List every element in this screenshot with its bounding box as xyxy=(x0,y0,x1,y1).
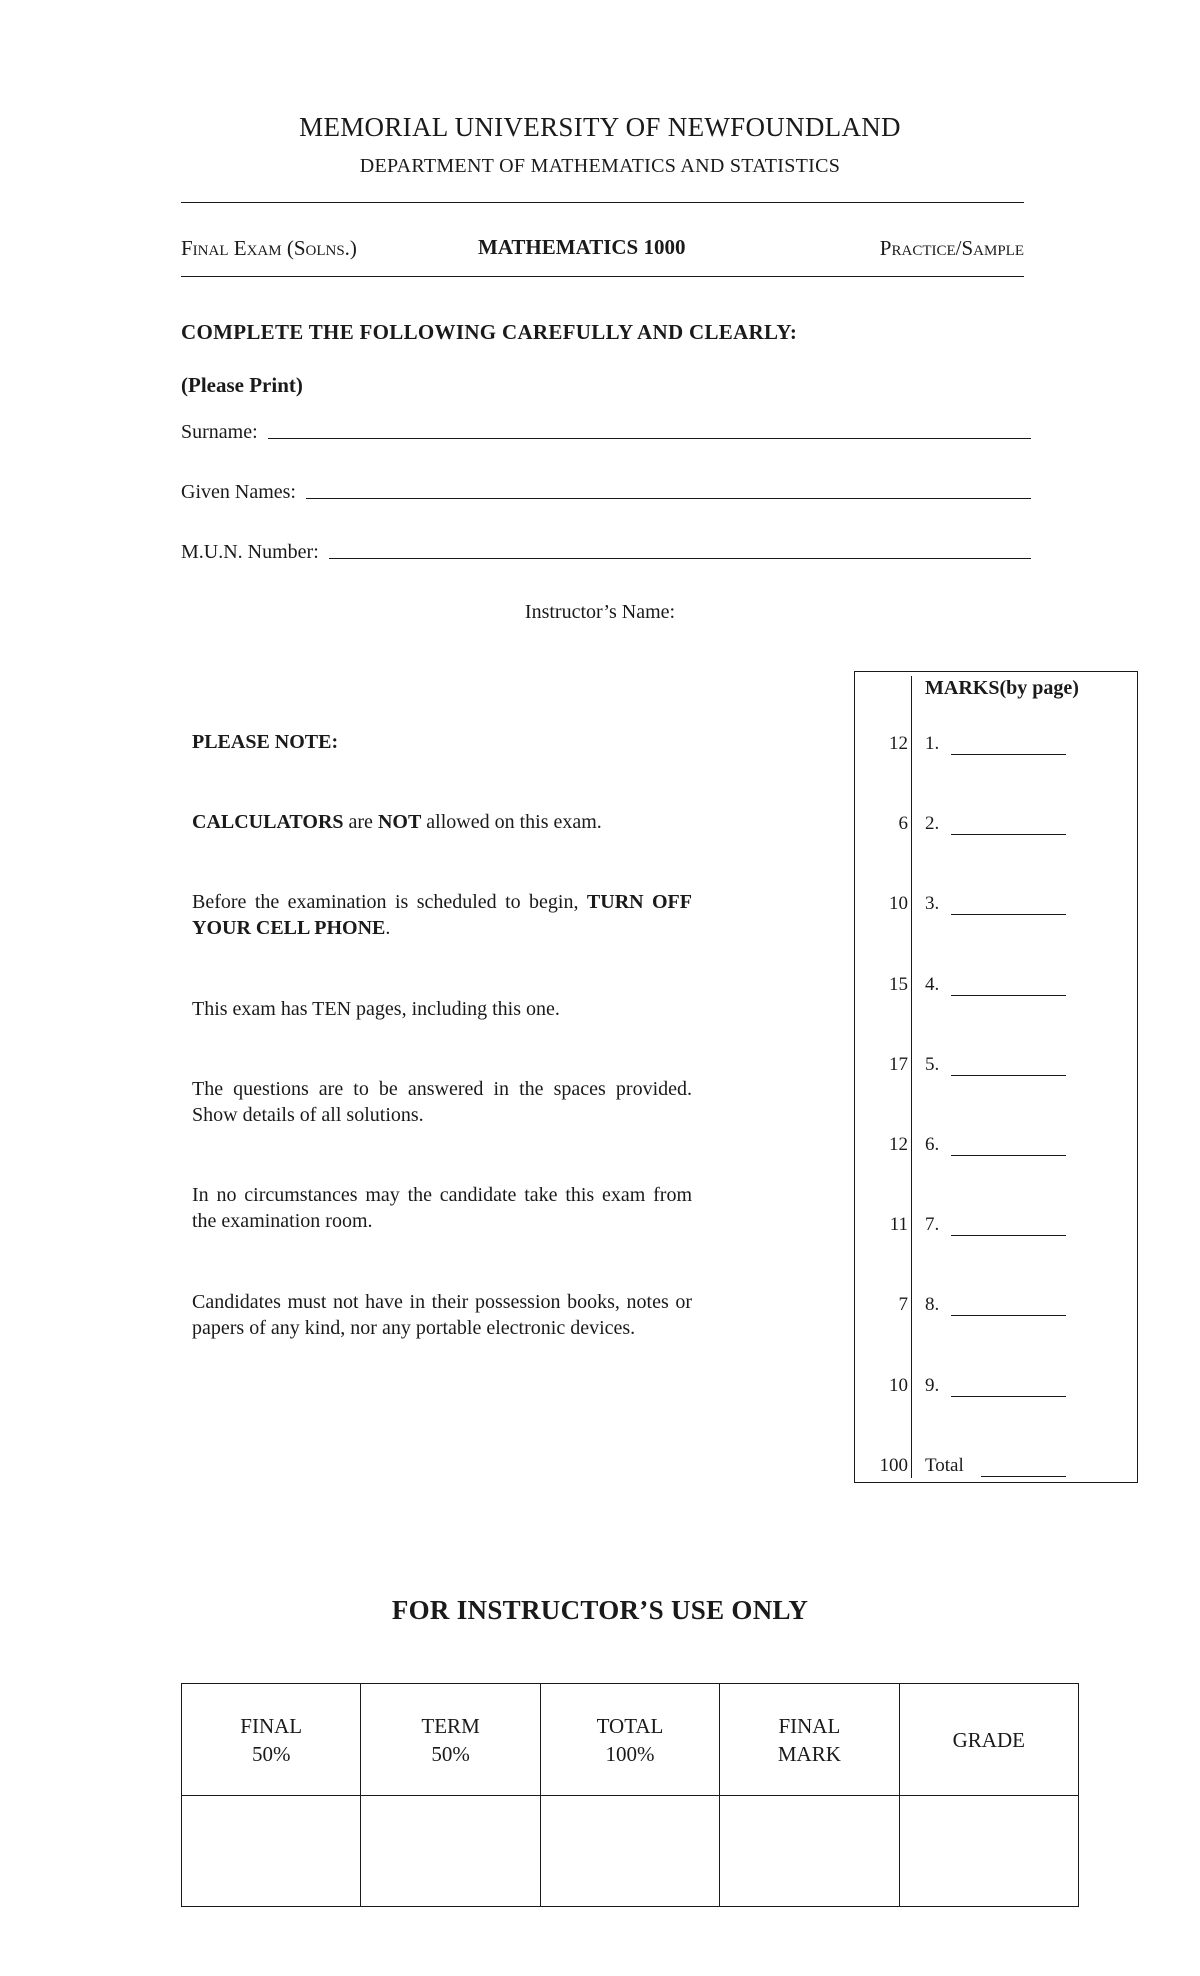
marks-total-blank[interactable] xyxy=(981,1476,1066,1477)
total-100-cell[interactable] xyxy=(540,1796,719,1907)
term-50-header: TERM 50% xyxy=(361,1684,540,1796)
marks-total-label: Total xyxy=(925,1454,964,1476)
marks-header: MARKS(by page) xyxy=(925,677,1079,699)
marks-score-blank[interactable] xyxy=(951,1075,1066,1076)
note-possessions: Candidates must not have in their possession books, notes or papers of any kind, nor any portable electronic devices. xyxy=(192,1291,692,1339)
marks-page-label: 4. xyxy=(925,973,940,995)
marks-page-label: 9. xyxy=(925,1374,940,1396)
grade-header: GRADE xyxy=(899,1684,1078,1796)
phone-text: Before the examination is scheduled to begin, xyxy=(192,891,587,913)
please-note-title: PLEASE NOTE: xyxy=(192,731,339,753)
mun-number-field[interactable] xyxy=(181,541,1031,564)
total-100-header: TOTAL 100% xyxy=(540,1684,719,1796)
given-names-input-line[interactable] xyxy=(306,498,1031,499)
marks-page-label: 8. xyxy=(925,1294,940,1316)
marks-row xyxy=(855,1214,1138,1244)
course-title: MATHEMATICS 1000 xyxy=(478,235,686,259)
marks-row xyxy=(855,974,1138,1004)
note-page-count: This exam has TEN pages, including this one. xyxy=(192,998,560,1020)
marks-page-label: 7. xyxy=(925,1214,940,1236)
marks-points: 10 xyxy=(889,1374,908,1396)
marks-points: 12 xyxy=(889,1134,908,1155)
marks-score-blank[interactable] xyxy=(951,834,1066,835)
marks-score-blank[interactable] xyxy=(951,754,1066,755)
marks-score-blank[interactable] xyxy=(951,914,1066,915)
marks-page-label: 5. xyxy=(925,1053,940,1075)
exam-type: Final Exam (Solns.) xyxy=(181,236,357,260)
marks-points: 7 xyxy=(898,1294,908,1316)
marks-page-label: 1. xyxy=(925,733,940,754)
exam-session: Practice/Sample xyxy=(879,236,1024,260)
note-answer-spaces: The questions are to be answered in the spaces provided. Show details of all solutions. xyxy=(192,1078,692,1126)
marks-total-points: 100 xyxy=(879,1454,908,1476)
marks-row xyxy=(855,1134,1138,1164)
marks-row xyxy=(855,1294,1138,1324)
marks-points: 15 xyxy=(889,973,908,995)
grade-cell[interactable] xyxy=(899,1796,1078,1907)
grade-table xyxy=(181,1683,1079,1907)
final-50-cell[interactable] xyxy=(182,1796,361,1907)
final-50-header: FINAL 50% xyxy=(182,1684,361,1796)
header-bottom-rule xyxy=(181,276,1024,277)
note-exam-room: In no circumstances may the candidate take this exam from the examination room. xyxy=(192,1184,692,1232)
mun-number-label: M.U.N. Number: xyxy=(181,541,319,563)
given-names-label: Given Names: xyxy=(181,481,296,503)
marks-row xyxy=(855,893,1138,923)
calculators-are: are xyxy=(343,811,378,833)
calculators-rest: allowed on this exam. xyxy=(421,811,602,833)
marks-row xyxy=(855,813,1138,843)
form-heading: COMPLETE THE FOLLOWING CAREFULLY AND CLEARLY: xyxy=(181,320,798,344)
marks-row xyxy=(855,1375,1138,1405)
marks-score-blank[interactable] xyxy=(951,1155,1066,1156)
marks-score-blank[interactable] xyxy=(951,1396,1066,1397)
marks-score-blank[interactable] xyxy=(951,1315,1066,1316)
marks-points: 17 xyxy=(889,1053,908,1075)
calculators-bold: CALCULATORS xyxy=(192,811,344,833)
final-mark-header: FINAL MARK xyxy=(720,1684,899,1796)
mun-number-input-line[interactable] xyxy=(329,558,1031,559)
marks-row xyxy=(855,1054,1138,1084)
marks-points: 6 xyxy=(898,813,908,835)
university-name: MEMORIAL UNIVERSITY OF NEWFOUNDLAND xyxy=(299,112,901,142)
department-name: DEPARTMENT OF MATHEMATICS AND STATISTICS xyxy=(359,155,841,177)
note-calculators xyxy=(192,809,692,835)
phone-end: . xyxy=(385,917,391,939)
marks-row xyxy=(855,733,1138,763)
please-print-note: (Please Print) xyxy=(181,373,303,397)
instructor-name-label: Instructor’s Name: xyxy=(524,601,676,623)
marks-total-row xyxy=(855,1455,1138,1485)
surname-input-line[interactable] xyxy=(268,438,1031,439)
surname-label: Surname: xyxy=(181,421,258,443)
instructor-use-title: FOR INSTRUCTOR’S USE ONLY xyxy=(391,1595,809,1625)
marks-score-blank[interactable] xyxy=(951,995,1066,996)
marks-points: 10 xyxy=(889,893,908,915)
term-50-cell[interactable] xyxy=(361,1796,540,1907)
header-top-rule xyxy=(181,202,1024,203)
phone-bold: TURN OFF YOUR CELL PHONE xyxy=(192,891,692,939)
marks-page-label: 2. xyxy=(925,813,940,835)
marks-page-label: 3. xyxy=(925,893,940,915)
note-cell-phone xyxy=(192,889,692,941)
given-names-field[interactable] xyxy=(181,481,1031,504)
marks-page-label: 6. xyxy=(925,1134,940,1155)
surname-field[interactable] xyxy=(181,421,1031,444)
marks-points: 11 xyxy=(889,1214,908,1236)
final-mark-cell[interactable] xyxy=(720,1796,899,1907)
calculators-not: NOT xyxy=(377,811,422,833)
marks-score-blank[interactable] xyxy=(951,1235,1066,1236)
marks-points: 12 xyxy=(889,733,908,754)
